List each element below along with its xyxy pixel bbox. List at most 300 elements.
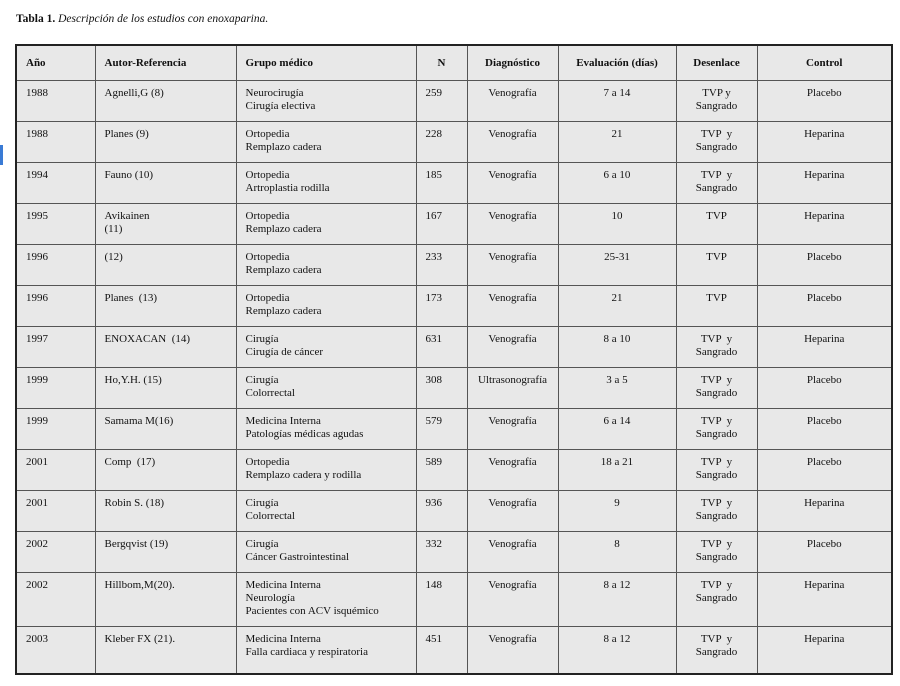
cell-line: TVP y xyxy=(700,333,733,345)
cell-line: Remplazo cadera xyxy=(245,305,322,317)
cell-text: 589 xyxy=(425,456,442,468)
cell-year xyxy=(16,450,95,491)
cell-control xyxy=(757,245,892,286)
cell-text: 233 xyxy=(425,251,442,263)
cell-text xyxy=(96,491,236,510)
cell-text: Heparina xyxy=(804,128,845,140)
cell-line: Remplazo cadera xyxy=(245,141,322,153)
cell-text: Venografía xyxy=(488,251,537,263)
cell-author xyxy=(95,204,236,245)
cell-eval xyxy=(558,627,676,675)
cell-text: Placebo xyxy=(806,251,842,263)
cell-text: 8 xyxy=(614,538,620,550)
cell-diag xyxy=(467,532,558,573)
cell-line: Planes (13) xyxy=(104,292,158,304)
cell-eval xyxy=(558,573,676,627)
cell-text: 2002 xyxy=(26,579,48,591)
cell-line: Sangrado xyxy=(695,592,738,604)
cell-group xyxy=(236,286,416,327)
cell-control xyxy=(757,122,892,163)
cell-text xyxy=(96,573,236,592)
cell-outcome xyxy=(676,204,757,245)
cell-outcome xyxy=(676,163,757,204)
cell-author xyxy=(95,122,236,163)
cell-text xyxy=(677,163,757,195)
cell-group xyxy=(236,573,416,627)
cell-text xyxy=(677,245,757,264)
column-header-control xyxy=(757,45,892,81)
cell-outcome xyxy=(676,245,757,286)
cell-text: Venografía xyxy=(488,633,537,645)
cell-text xyxy=(96,532,236,551)
cell-group xyxy=(236,627,416,675)
cell-text: 173 xyxy=(425,292,442,304)
cell-line: Cirugía electiva xyxy=(245,100,316,112)
cell-line: Sangrado xyxy=(695,551,738,563)
cell-n xyxy=(416,245,467,286)
cell-text: Venografía xyxy=(488,128,537,140)
cell-group xyxy=(236,409,416,450)
header-label: Grupo médico xyxy=(245,56,314,69)
cell-text xyxy=(237,163,416,195)
cell-text xyxy=(237,122,416,154)
cell-line: Sangrado xyxy=(695,100,738,112)
cell-eval xyxy=(558,163,676,204)
cell-line: TVP y xyxy=(700,128,733,140)
table-row xyxy=(16,245,892,286)
cell-author xyxy=(95,163,236,204)
cell-text: 332 xyxy=(425,538,442,550)
cell-text: Venografía xyxy=(488,87,537,99)
cell-line: TVP xyxy=(706,210,727,222)
cell-outcome xyxy=(676,573,757,627)
cell-eval xyxy=(558,450,676,491)
cell-line: (12) xyxy=(104,251,123,263)
cell-line: Kleber FX (21). xyxy=(104,633,176,645)
cell-text xyxy=(677,204,757,223)
cell-line: Cirugía xyxy=(245,497,279,509)
cell-year xyxy=(16,627,95,675)
cell-diag xyxy=(467,409,558,450)
cell-text: 2003 xyxy=(26,633,48,645)
cell-text: Venografía xyxy=(488,210,537,222)
cell-text: Placebo xyxy=(806,415,842,427)
cell-outcome xyxy=(676,368,757,409)
cell-text xyxy=(237,491,416,523)
cell-eval xyxy=(558,286,676,327)
cell-text xyxy=(96,286,236,305)
cell-text: Heparina xyxy=(804,210,845,222)
cell-eval xyxy=(558,532,676,573)
caption-text: Descripción de los estudios con enoxaparina. xyxy=(58,13,269,25)
cell-text: 9 xyxy=(614,497,620,509)
cell-text: Heparina xyxy=(804,633,845,645)
cell-author xyxy=(95,409,236,450)
header-label: Autor-Referencia xyxy=(104,56,187,69)
cell-text xyxy=(677,532,757,564)
cell-text: 1988 xyxy=(26,87,48,99)
cell-n xyxy=(416,627,467,675)
cell-line: Artroplastia rodilla xyxy=(245,182,330,194)
column-header-evaluation xyxy=(558,45,676,81)
cell-line: ENOXACAN (14) xyxy=(104,333,191,345)
cell-diag xyxy=(467,122,558,163)
cell-group xyxy=(236,532,416,573)
cell-text: 6 a 14 xyxy=(603,415,631,427)
cell-line: (11) xyxy=(104,223,123,235)
cell-n xyxy=(416,327,467,368)
cell-n xyxy=(416,286,467,327)
cell-text xyxy=(96,627,236,646)
cell-year xyxy=(16,286,95,327)
cell-text xyxy=(677,409,757,441)
cell-text xyxy=(677,368,757,400)
cell-text xyxy=(677,122,757,154)
cell-diag xyxy=(467,327,558,368)
cell-line: TVP y xyxy=(700,456,733,468)
cell-line: Ortopedia xyxy=(245,128,290,140)
cell-text: Venografía xyxy=(488,292,537,304)
cell-text: Placebo xyxy=(806,456,842,468)
cell-text: Placebo xyxy=(806,292,842,304)
header-row xyxy=(16,45,892,81)
cell-author xyxy=(95,450,236,491)
cell-text: 631 xyxy=(425,333,442,345)
cell-text: 10 xyxy=(611,210,623,222)
studies-table xyxy=(15,44,893,675)
cell-text: 228 xyxy=(425,128,442,140)
cell-eval xyxy=(558,409,676,450)
cell-line: TVP y xyxy=(700,415,733,427)
header-label: N xyxy=(437,56,446,69)
cell-text xyxy=(237,327,416,359)
cell-control xyxy=(757,532,892,573)
table-row xyxy=(16,163,892,204)
cell-outcome xyxy=(676,627,757,675)
cell-diag xyxy=(467,450,558,491)
table-row xyxy=(16,450,892,491)
cell-text: 25-31 xyxy=(604,251,630,263)
cell-text: 579 xyxy=(425,415,442,427)
cell-line: Sangrado xyxy=(695,141,738,153)
cell-text: 167 xyxy=(425,210,442,222)
cell-line: Ortopedia xyxy=(245,292,290,304)
cell-text xyxy=(237,81,416,113)
cell-year xyxy=(16,245,95,286)
cell-line: Sangrado xyxy=(695,346,738,358)
cell-text: Venografía xyxy=(488,169,537,181)
cell-year xyxy=(16,327,95,368)
cell-year xyxy=(16,573,95,627)
cell-text: 2001 xyxy=(26,456,48,468)
cell-text: 2002 xyxy=(26,538,48,550)
cell-control xyxy=(757,491,892,532)
cell-text: 21 xyxy=(611,128,623,140)
cell-group xyxy=(236,81,416,122)
cell-outcome xyxy=(676,286,757,327)
cell-outcome xyxy=(676,122,757,163)
cell-line: Planes (9) xyxy=(104,128,149,140)
cell-eval xyxy=(558,204,676,245)
cell-author xyxy=(95,532,236,573)
cell-text: 21 xyxy=(611,292,623,304)
cell-text xyxy=(677,286,757,305)
cell-outcome xyxy=(676,81,757,122)
cell-text xyxy=(96,409,236,428)
cell-text: 1997 xyxy=(26,333,48,345)
cell-line: Remplazo cadera xyxy=(245,223,322,235)
cell-text: Ultrasonografía xyxy=(477,374,548,386)
cell-text xyxy=(237,573,416,618)
cell-line: Cáncer Gastrointestinal xyxy=(245,551,350,563)
cell-text: Placebo xyxy=(806,374,842,386)
cell-author xyxy=(95,627,236,675)
column-header-n xyxy=(416,45,467,81)
table-row xyxy=(16,532,892,573)
caption-label: Tabla 1. xyxy=(16,13,56,25)
cell-text xyxy=(237,627,416,659)
cell-text xyxy=(677,491,757,523)
cell-author xyxy=(95,368,236,409)
cell-diag xyxy=(467,286,558,327)
cell-line: Patologías médicas agudas xyxy=(245,428,364,440)
cell-line: Ortopedia xyxy=(245,251,290,263)
cell-text: Venografía xyxy=(488,456,537,468)
cell-text xyxy=(96,163,236,182)
column-header-outcome xyxy=(676,45,757,81)
cell-text: 148 xyxy=(425,579,442,591)
cell-outcome xyxy=(676,409,757,450)
cell-line: Cirugía xyxy=(245,538,279,550)
cell-n xyxy=(416,409,467,450)
table-row xyxy=(16,204,892,245)
cell-line: TVP y xyxy=(700,633,733,645)
cell-text: 3 a 5 xyxy=(606,374,628,386)
cell-line: Ho,Y.H. (15) xyxy=(104,374,162,386)
cell-text: 8 a 12 xyxy=(603,633,631,645)
cell-line: TVP y xyxy=(700,497,733,509)
cell-text xyxy=(237,204,416,236)
cell-author xyxy=(95,327,236,368)
cell-text xyxy=(677,327,757,359)
cell-line: Remplazo cadera y rodilla xyxy=(245,469,362,481)
cell-control xyxy=(757,450,892,491)
cell-line: Ortopedia xyxy=(245,210,290,222)
cell-text: 1999 xyxy=(26,415,48,427)
table-caption xyxy=(16,13,268,25)
cell-text xyxy=(96,245,236,264)
cell-text: 18 a 21 xyxy=(600,456,634,468)
table-row xyxy=(16,409,892,450)
cell-line: Ortopedia xyxy=(245,169,290,181)
cell-eval xyxy=(558,122,676,163)
cell-text: 2001 xyxy=(26,497,48,509)
cell-line: Agnelli,G (8) xyxy=(104,87,164,99)
cell-line: Samama M(16) xyxy=(104,415,174,427)
cell-year xyxy=(16,122,95,163)
cell-year xyxy=(16,163,95,204)
cell-outcome xyxy=(676,327,757,368)
cell-line: Comp (17) xyxy=(104,456,156,468)
cell-line: Avikainen xyxy=(104,210,150,222)
cell-line: Hillbom,M(20). xyxy=(104,579,175,591)
cell-text xyxy=(677,81,757,113)
cell-text xyxy=(237,450,416,482)
cell-group xyxy=(236,163,416,204)
cell-line: Fauno (10) xyxy=(104,169,154,181)
cell-text xyxy=(96,204,236,236)
cell-eval xyxy=(558,245,676,286)
cell-text xyxy=(677,573,757,605)
cell-line: Medicina Interna xyxy=(245,415,321,427)
cell-text xyxy=(96,368,236,387)
cell-control xyxy=(757,573,892,627)
table-row xyxy=(16,122,892,163)
cell-line: Ortopedia xyxy=(245,456,290,468)
cell-group xyxy=(236,204,416,245)
cell-diag xyxy=(467,204,558,245)
cell-text xyxy=(237,409,416,441)
cell-year xyxy=(16,81,95,122)
cell-text: 8 a 10 xyxy=(603,333,631,345)
cell-line: TVP y xyxy=(700,374,733,386)
cell-line: Sangrado xyxy=(695,387,738,399)
cell-eval xyxy=(558,368,676,409)
cell-n xyxy=(416,122,467,163)
cell-author xyxy=(95,245,236,286)
cell-n xyxy=(416,450,467,491)
cell-n xyxy=(416,81,467,122)
cell-line: Falla cardiaca y respiratoria xyxy=(245,646,368,658)
cell-author xyxy=(95,81,236,122)
edge-artifact xyxy=(0,145,3,165)
cell-text: 308 xyxy=(425,374,442,386)
cell-text xyxy=(96,450,236,469)
cell-text: 1995 xyxy=(26,210,48,222)
cell-control xyxy=(757,627,892,675)
cell-text: Heparina xyxy=(804,579,845,591)
cell-text xyxy=(96,327,236,346)
cell-line: Sangrado xyxy=(695,646,738,658)
table-row xyxy=(16,627,892,675)
cell-control xyxy=(757,327,892,368)
column-header-author xyxy=(95,45,236,81)
cell-diag xyxy=(467,163,558,204)
cell-line: Medicina Interna xyxy=(245,633,321,645)
cell-year xyxy=(16,409,95,450)
cell-text: 8 a 12 xyxy=(603,579,631,591)
header-label: Diagnóstico xyxy=(485,56,540,69)
table-row xyxy=(16,368,892,409)
cell-text: Venografía xyxy=(488,333,537,345)
cell-group xyxy=(236,327,416,368)
cell-text: Heparina xyxy=(804,497,845,509)
cell-n xyxy=(416,532,467,573)
cell-line: Sangrado xyxy=(695,510,738,522)
cell-year xyxy=(16,368,95,409)
cell-text: 451 xyxy=(425,633,442,645)
cell-group xyxy=(236,245,416,286)
cell-n xyxy=(416,204,467,245)
cell-year xyxy=(16,491,95,532)
cell-text: Heparina xyxy=(804,169,845,181)
table-row xyxy=(16,573,892,627)
column-header-diagnosis xyxy=(467,45,558,81)
cell-diag xyxy=(467,627,558,675)
cell-line: Cirugía xyxy=(245,333,279,345)
cell-text: 7 a 14 xyxy=(603,87,631,99)
cell-line: TVP y xyxy=(700,169,733,181)
cell-group xyxy=(236,368,416,409)
cell-line: TVP y xyxy=(702,87,731,99)
cell-text: Placebo xyxy=(806,87,842,99)
cell-control xyxy=(757,368,892,409)
cell-line: Neurocirugía xyxy=(245,87,304,99)
cell-text xyxy=(237,286,416,318)
cell-line: Medicina Interna xyxy=(245,579,321,591)
cell-author xyxy=(95,491,236,532)
table-row xyxy=(16,286,892,327)
table-row xyxy=(16,81,892,122)
cell-outcome xyxy=(676,450,757,491)
cell-text: Venografía xyxy=(488,497,537,509)
cell-text xyxy=(237,532,416,564)
cell-text: 185 xyxy=(425,169,442,181)
cell-group xyxy=(236,450,416,491)
cell-n xyxy=(416,163,467,204)
header-label: Evaluación (días) xyxy=(576,56,658,69)
cell-diag xyxy=(467,573,558,627)
cell-outcome xyxy=(676,532,757,573)
cell-text: 6 a 10 xyxy=(603,169,631,181)
cell-control xyxy=(757,204,892,245)
cell-control xyxy=(757,81,892,122)
cell-text: Venografía xyxy=(488,538,537,550)
cell-text xyxy=(237,368,416,400)
cell-diag xyxy=(467,81,558,122)
cell-text: 936 xyxy=(425,497,442,509)
cell-text: 259 xyxy=(425,87,442,99)
cell-text xyxy=(237,245,416,277)
table-row xyxy=(16,327,892,368)
cell-diag xyxy=(467,368,558,409)
cell-line: Sangrado xyxy=(695,469,738,481)
cell-line: Cirugía de cáncer xyxy=(245,346,324,358)
cell-text: Venografía xyxy=(488,579,537,591)
cell-n xyxy=(416,573,467,627)
cell-control xyxy=(757,409,892,450)
cell-line: TVP xyxy=(706,292,727,304)
cell-text: Heparina xyxy=(804,333,845,345)
cell-eval xyxy=(558,327,676,368)
cell-text: 1999 xyxy=(26,374,48,386)
cell-line: Remplazo cadera xyxy=(245,264,322,276)
cell-line: Neurología xyxy=(245,592,295,604)
cell-text xyxy=(96,81,236,100)
cell-diag xyxy=(467,491,558,532)
cell-group xyxy=(236,122,416,163)
table-row xyxy=(16,491,892,532)
cell-line: TVP y xyxy=(700,579,733,591)
cell-line: TVP y xyxy=(700,538,733,550)
cell-text xyxy=(677,450,757,482)
cell-year xyxy=(16,204,95,245)
header-label: Desenlace xyxy=(693,56,740,69)
cell-text: 1988 xyxy=(26,128,48,140)
cell-line: Sangrado xyxy=(695,428,738,440)
cell-diag xyxy=(467,245,558,286)
cell-line: Bergqvist (19) xyxy=(104,538,169,550)
